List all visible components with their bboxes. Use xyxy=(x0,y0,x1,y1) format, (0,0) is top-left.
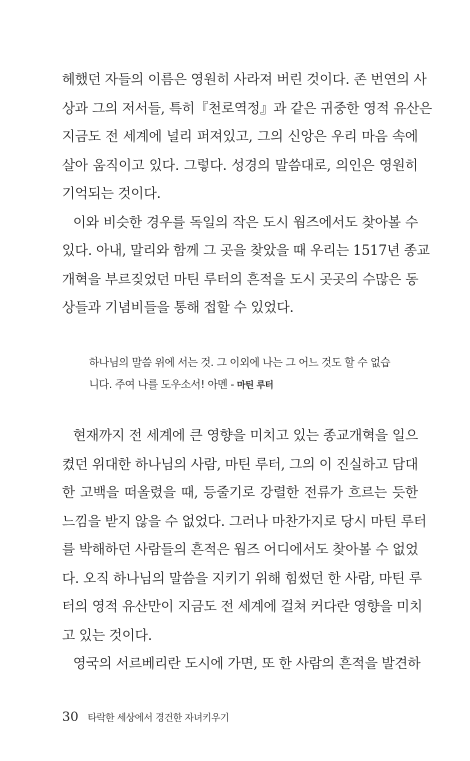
body-line: 한 고백을 떠올렸을 때, 등줄기로 강렬한 전류가 흐르는 듯한 xyxy=(62,485,418,501)
luther-quote xyxy=(89,352,409,396)
quote-line: 하나님의 말씀 위에 서는 것. 그 이외에 나는 그 어느 것도 할 수 없습 xyxy=(89,357,391,369)
body-line: 개혁을 부르짖었던 마틴 루터의 흔적을 도시 곳곳의 수많은 동 xyxy=(62,271,419,288)
body-text-top xyxy=(62,66,433,323)
body-line-indented: 이와 비슷한 경우를 독일의 작은 도시 웜즈에서도 찾아볼 수 xyxy=(73,214,418,231)
body-line: 를 박해하던 사람들의 흔적은 웜즈 어디에서도 찾아볼 수 없었 xyxy=(62,542,419,558)
body-line: 느낌을 받지 않을 수 없었다. 그러나 마찬가지로 당시 마틴 루터 xyxy=(62,513,427,530)
body-line: 기억되는 것이다. xyxy=(62,186,161,202)
body-line: 터의 영적 유산만이 지금도 전 세계에 걸쳐 커다란 영향을 미치 xyxy=(62,599,423,615)
body-line-indented: 영국의 서르베리란 도시에 가면, 또 한 사람의 흔적을 발견하 xyxy=(73,656,421,672)
body-line: 살아 움직이고 있다. 그렇다. 성경의 말씀대로, 의인은 영원히 xyxy=(62,157,418,174)
body-line: 고 있는 것이다. xyxy=(62,627,152,644)
body-line: 켰던 위대한 하나님의 사람, 마틴 루터, 그의 이 진실하고 담대 xyxy=(62,456,418,473)
body-line: 상들과 기념비들을 통해 접할 수 있었다. xyxy=(62,300,294,316)
page-number: 30 xyxy=(62,710,79,725)
quote-text: 니다. 주여 나를 도우소서! 아멘 - xyxy=(89,379,235,391)
body-line: 상과 그의 저서들, 특히『천로역정』과 같은 귀중한 영적 유산은 xyxy=(62,100,433,117)
page-footer xyxy=(62,706,229,725)
body-text-bottom xyxy=(62,422,427,679)
quote-line-with-author xyxy=(89,374,409,396)
body-line: 지금도 전 세계에 널리 퍼져있고, 그의 신앙은 우리 마음 속에 xyxy=(62,129,418,145)
quote-author: 마틴 루터 xyxy=(234,381,274,391)
body-line: 있다. 아내, 말리와 함께 그 곳을 찾았을 때 우리는 1517년 종교 xyxy=(62,243,430,259)
body-line: 헤했던 자들의 이름은 영원히 사라져 버린 것이다. 존 번연의 사 xyxy=(62,72,427,88)
running-book-title: 타락한 세상에서 경건한 자녀키우기 xyxy=(87,713,229,724)
body-line: 다. 오직 하나님의 말씀을 지키기 위해 힘썼던 한 사람, 마틴 루 xyxy=(62,570,422,587)
body-line-indented: 현재까지 전 세계에 큰 영향을 미치고 있는 종교개혁을 일으 xyxy=(73,428,418,444)
